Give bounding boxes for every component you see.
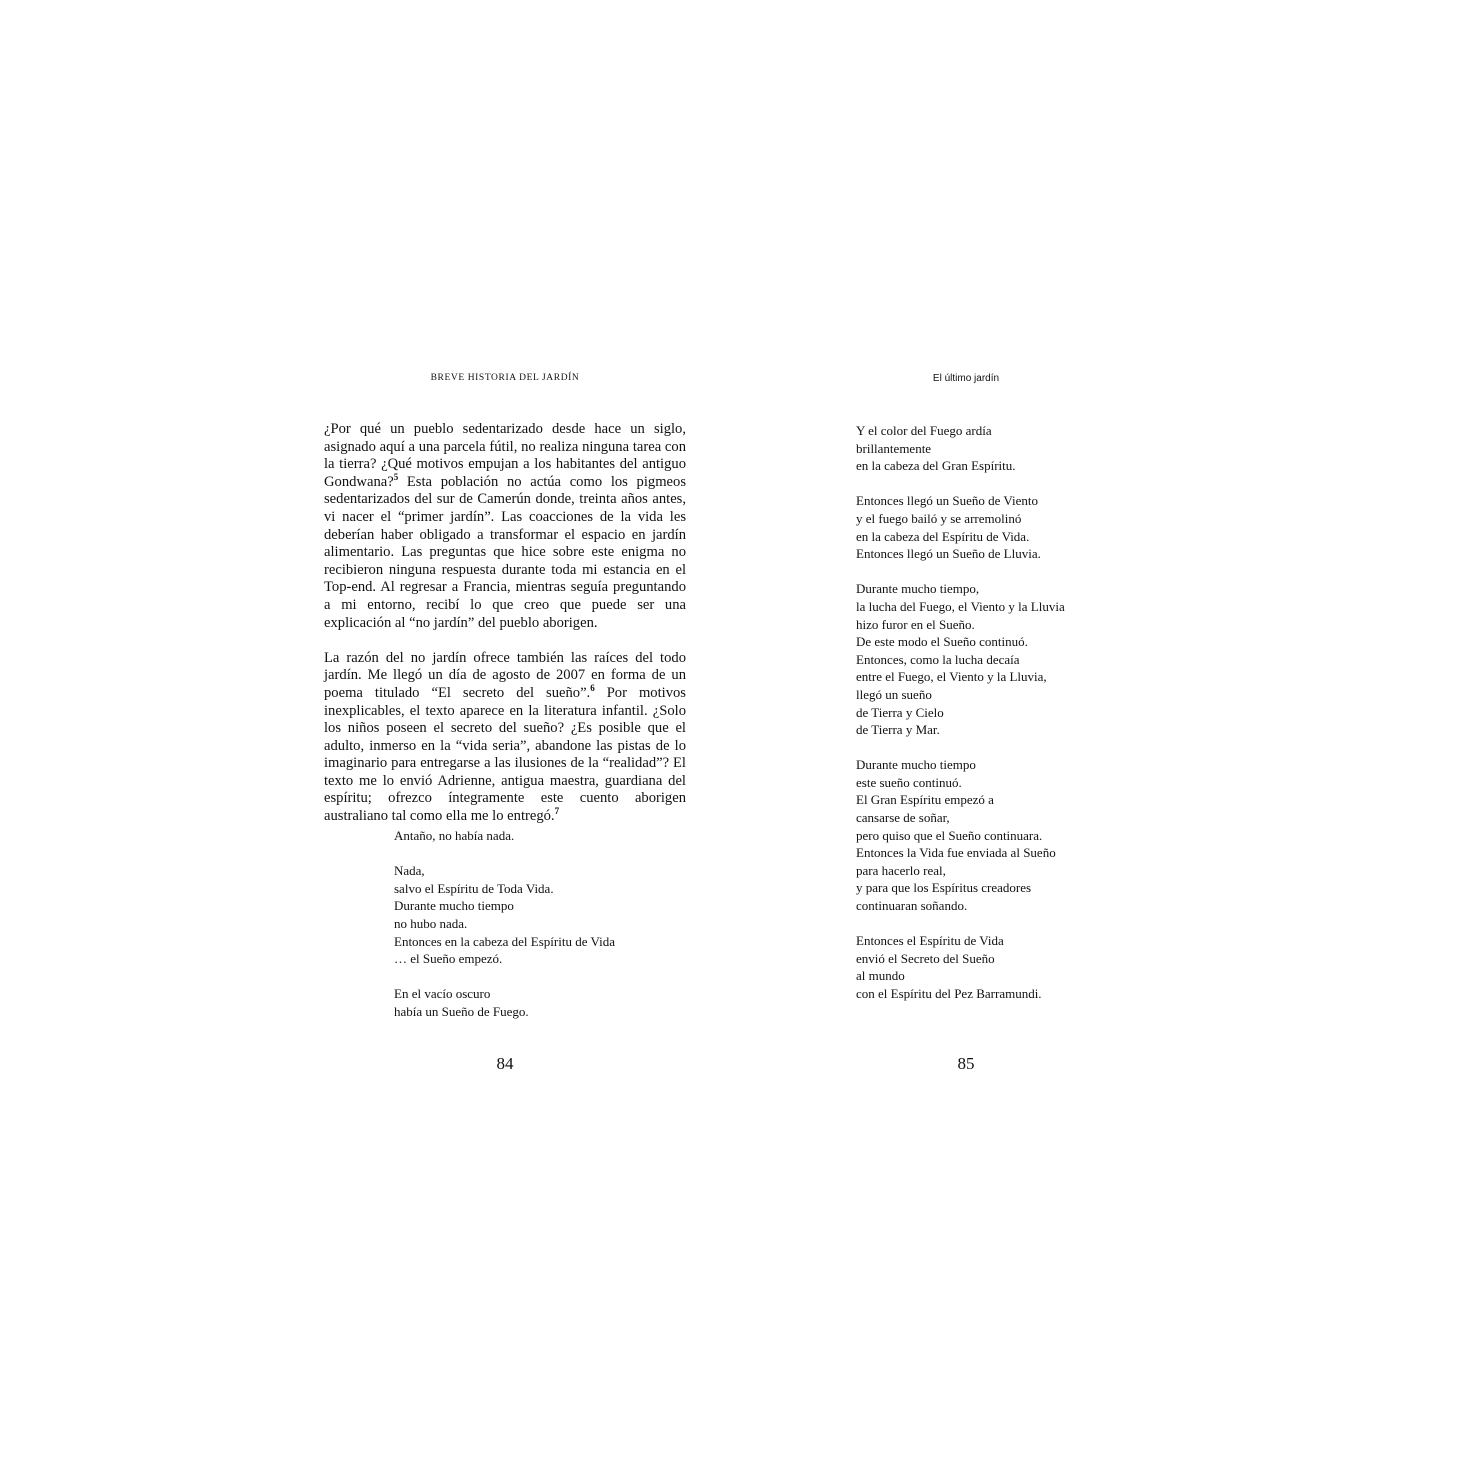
poem-line: Entonces el Espíritu de Vida (856, 933, 1004, 949)
poem-line: con el Espíritu del Pez Barramundi. (856, 986, 1042, 1001)
paragraph-text: La razón del no jardín ofrece también las raíces del todo jardín. Me llegó un día de agosto de 2007 en forma de un poema titulado “El secreto del sueño”. (324, 649, 686, 701)
poem-line: continuaran soñando. (856, 898, 968, 914)
poem-stanza (856, 756, 1156, 914)
poem-stanza (394, 862, 694, 968)
poem-line: Entonces en la cabeza del Espíritu de Vida (394, 933, 615, 949)
poem-line: El Gran Espíritu empezó a (856, 792, 994, 808)
poem-line: Antaño, no había nada. (394, 828, 515, 843)
paragraph (324, 421, 686, 632)
paragraph-text: Esta población no actúa como los pigmeos sedentarizados del sur de Camerún donde, treinta años antes, vi nacer el “primer jardín”. Las coacciones de la vida les deberían haber obligado a transformar el espacio en jardín alimentario. Las preguntas que hice sobre este enigma no recibieron ninguna respuesta durante toda mi estancia en el Top-end. Al regresar a Francia, mientras seguía preguntando a mi entorno, recibí lo que creo que puede ser una explicación al “no jardín” del pueblo aborigen. (324, 473, 686, 631)
poem-line: De este modo el Sueño continuó. (856, 634, 1028, 650)
poem-line: no hubo nada. (394, 915, 468, 931)
poem-line: salvo el Espíritu de Toda Vida. (394, 880, 554, 896)
poem-line: en la cabeza del Espíritu de Vida. (856, 528, 1030, 544)
poem-stanza (394, 985, 694, 1020)
poem-line: Durante mucho tiempo (856, 757, 976, 773)
poem-line: Entonces la Vida fue enviada al Sueño (856, 845, 1056, 861)
running-head: BREVE HISTORIA DEL JARDÍN (430, 373, 580, 383)
paragraph (324, 650, 686, 826)
poem-stanza (856, 422, 1156, 475)
footnote-marker[interactable]: 6 (590, 683, 595, 694)
footnote-marker[interactable]: 7 (554, 806, 560, 817)
running-head: El último jardín (932, 373, 1000, 384)
poem-stanza (856, 932, 1156, 1002)
poem-line: hizo furor en el Sueño. (856, 616, 975, 632)
poem-excerpt (856, 422, 1156, 1020)
page-number: 84 (496, 1054, 514, 1073)
poem-line: había un Sueño de Fuego. (394, 1003, 529, 1019)
poem-line: cansarse de soñar, (856, 810, 950, 826)
poem-line: este sueño continuó. (856, 774, 962, 790)
poem-line: al mundo (856, 968, 905, 984)
poem-line: llegó un sueño (856, 686, 932, 702)
poem-line: la lucha del Fuego, el Viento y la Lluvia (856, 598, 1065, 614)
poem-line: envió el Secreto del Sueño (856, 950, 995, 966)
paragraph-text: ¿Por qué un pueblo sedentarizado desde hace un siglo, asignado aquí a una parcela fútil, no realiza ninguna tarea con la tierra? ¿Qué motivos empujan a los habitantes del antiguo Gondwana? (324, 421, 686, 490)
poem-line: y para que los Espíritus creadores (856, 880, 1032, 896)
poem-line: En el vacío oscuro (394, 986, 491, 1002)
poem-line: para hacerlo real, (856, 862, 946, 878)
poem-line: y el fuego bailó y se arremolinó (856, 510, 1022, 526)
poem-excerpt (394, 827, 694, 1038)
poem-line: Entonces, como la lucha decaía (856, 651, 1020, 667)
body-text (324, 421, 686, 843)
poem-stanza (856, 580, 1156, 738)
poem-line: Durante mucho tiempo (394, 898, 514, 914)
poem-line: brillantemente (856, 440, 932, 456)
page-number: 85 (957, 1054, 975, 1073)
poem-line: de Tierra y Cielo (856, 704, 944, 720)
poem-line: de Tierra y Mar. (856, 722, 940, 738)
right-page (736, 0, 1472, 1472)
poem-line: Entonces llegó un Sueño de Viento (856, 493, 1039, 509)
poem-line: pero quiso que el Sueño continuara. (856, 827, 1043, 843)
poem-line: Y el color del Fuego ardía (856, 423, 992, 438)
poem-line: Nada, (394, 863, 425, 879)
poem-line: Durante mucho tiempo, (856, 581, 980, 597)
poem-stanza (856, 492, 1156, 562)
paragraph-text: Por motivos inexplicables, el texto aparece en la literatura infantil. ¿Solo los niños poseen el secreto del sueño? ¿Es posible que el adulto, inmerso en la “vida seria”, abandone las pistas de lo imaginario para entregarse a las ilusiones de la “realidad”? El texto me lo envió Adrienne, antigua maestra, guardiana del espíritu; ofrezco íntegramente este cuento aborigen australiano tal como ella me lo entregó. (324, 684, 686, 825)
footnote-marker[interactable]: 5 (393, 471, 399, 482)
poem-line: … el Sueño empezó. (394, 951, 503, 967)
poem-line: entre el Fuego, el Viento y la Lluvia, (856, 669, 1047, 685)
poem-stanza (394, 827, 694, 845)
poem-line: en la cabeza del Gran Espíritu. (856, 458, 1016, 474)
poem-line: Entonces llegó un Sueño de Lluvia. (856, 546, 1041, 562)
